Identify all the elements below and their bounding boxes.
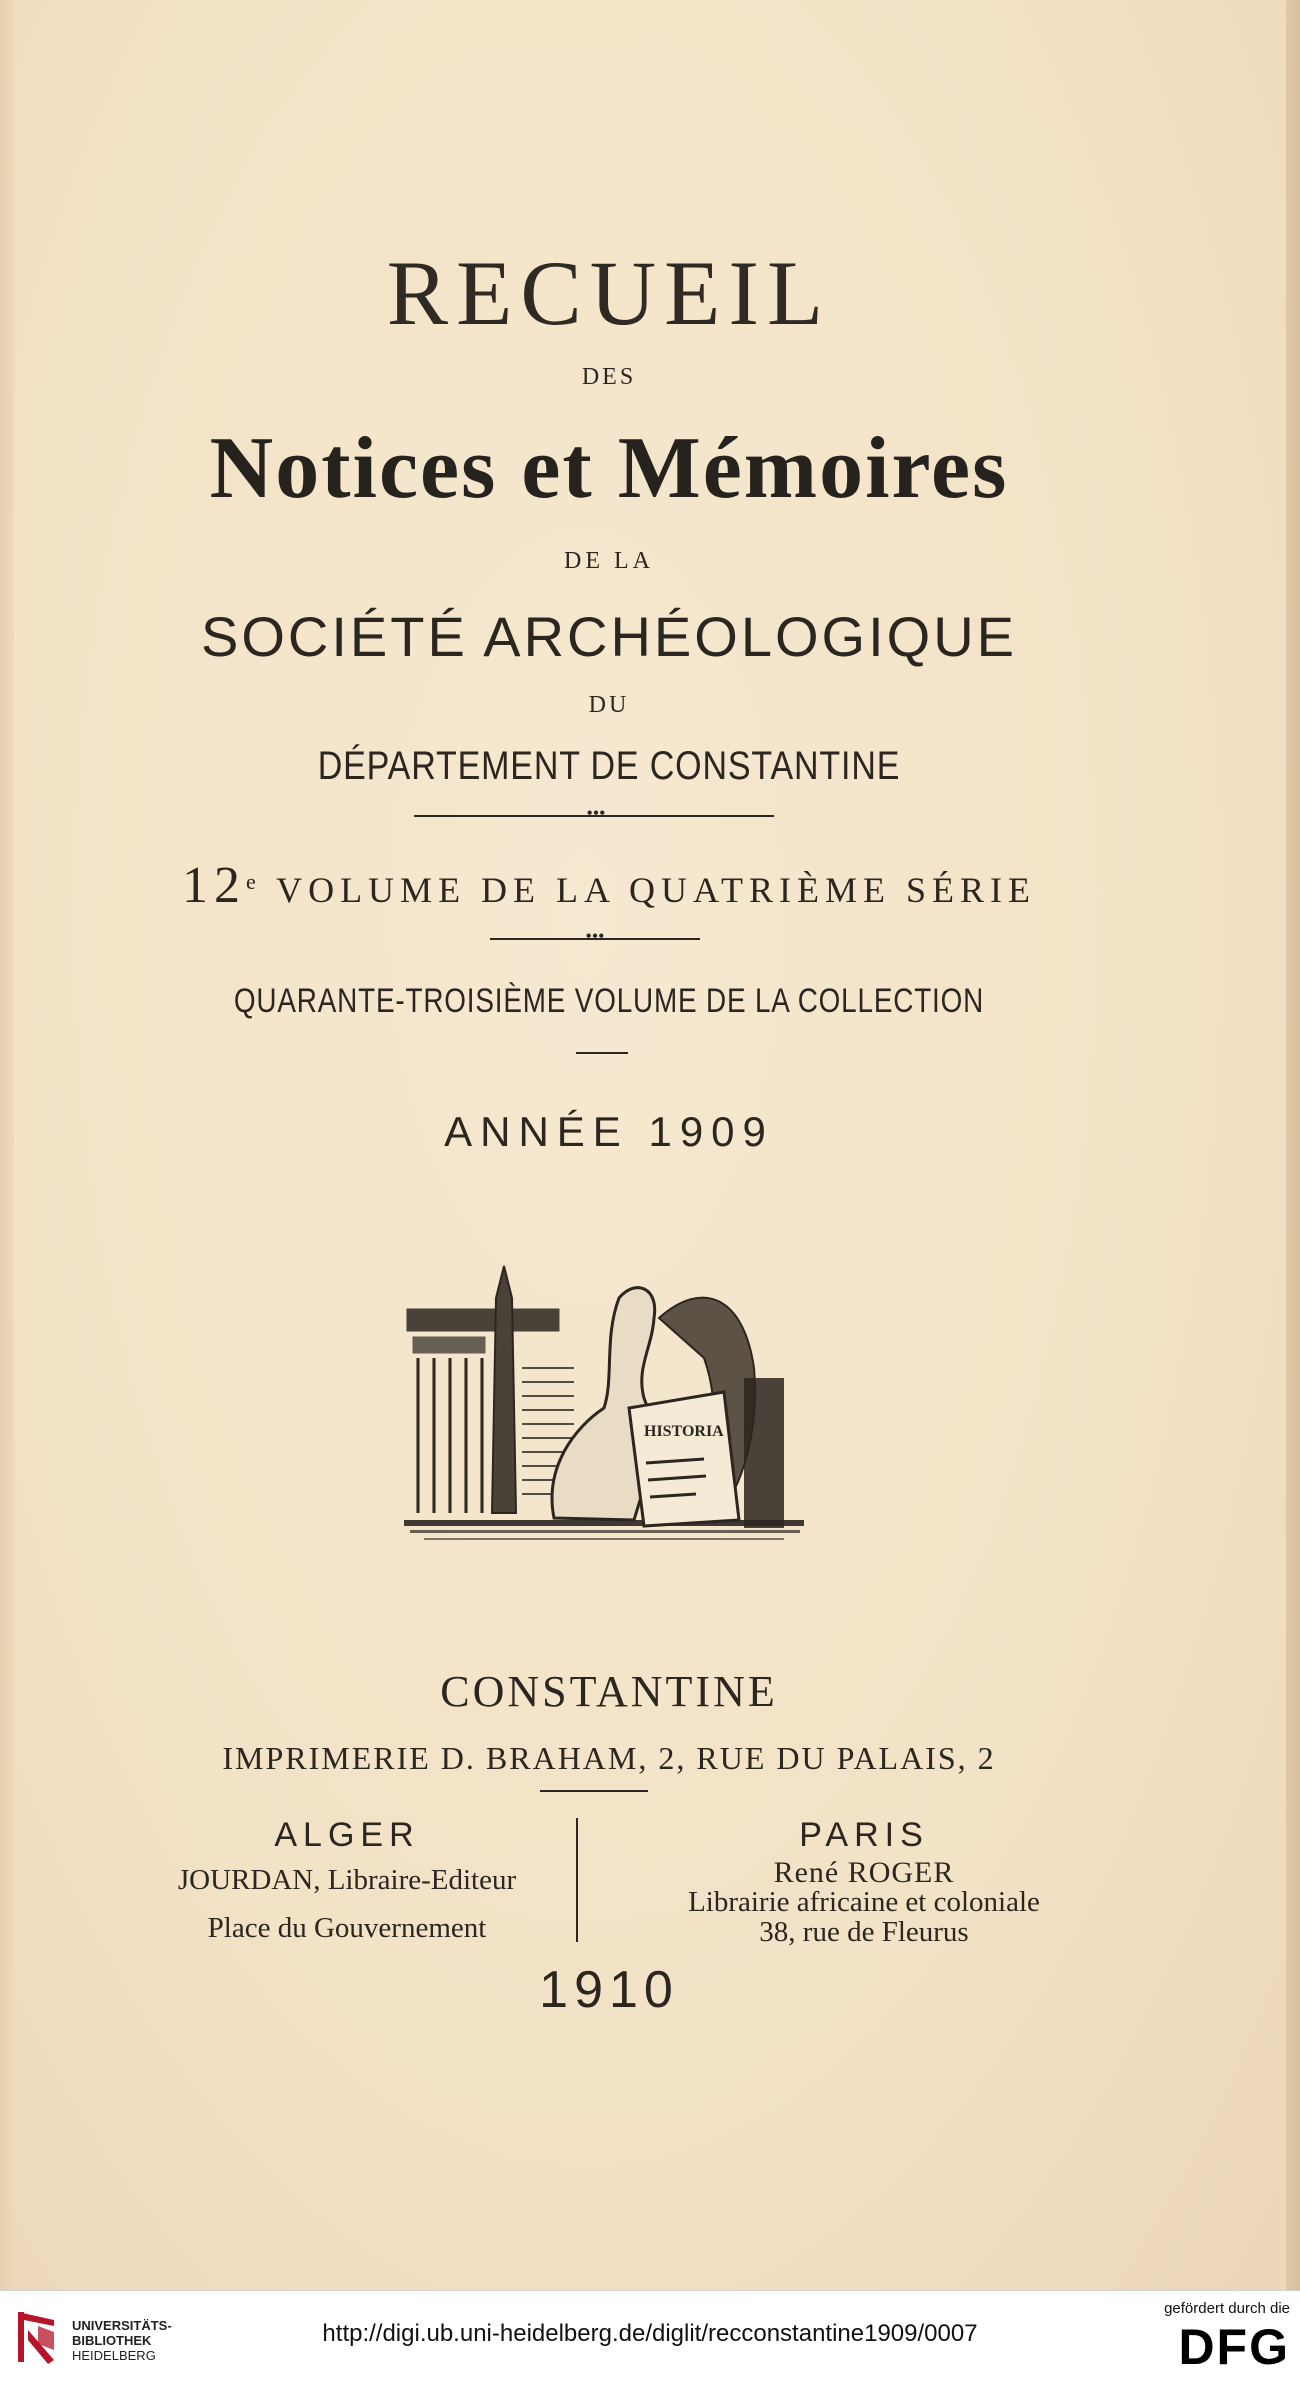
- volume-number: 12: [181, 857, 246, 914]
- divider-rule: [540, 1790, 648, 1792]
- university-library-logo-icon[interactable]: [14, 2306, 62, 2368]
- paris-publisher: René ROGER: [773, 1856, 955, 1889]
- collection-line: QUARANTE-TROISIÈME VOLUME DE LA COLLECTION: [233, 982, 985, 1020]
- paris-city: PARIS: [799, 1816, 929, 1854]
- historia-vignette: [404, 1258, 824, 1558]
- publication-year: 1910: [539, 1961, 679, 2019]
- imprimerie-line: IMPRIMERIE D. BRAHAM, 2, RUE DU PALAIS, 2: [222, 1740, 996, 1776]
- title-societe: SOCIÉTÉ ARCHÉOLOGIQUE: [200, 605, 1018, 668]
- alger-publisher: JOURDAN, Libraire-Editeur: [177, 1864, 517, 1896]
- city-constantine: CONSTANTINE: [440, 1667, 778, 1716]
- dfg-logo[interactable]: DFG: [1178, 2319, 1290, 2375]
- title-departement: DÉPARTEMENT DE CONSTANTINE: [317, 744, 901, 788]
- sponsor-text: gefördert durch die: [1164, 2300, 1290, 2317]
- ornament-dots: •••: [586, 803, 606, 823]
- vignette-shadow: [744, 1378, 784, 1528]
- title-recueil: RECUEIL: [386, 242, 832, 344]
- title-des: DES: [581, 364, 637, 390]
- alger-city: ALGER: [274, 1816, 420, 1854]
- column-divider: [576, 1818, 578, 1942]
- permalink-url[interactable]: http://digi.ub.uni-heidelberg.de/diglit/recconstantine1909/0007: [322, 2320, 978, 2347]
- title-notices-memoires: Notices et Mémoires: [209, 420, 1009, 517]
- volume-superscript: e: [245, 869, 262, 894]
- vignette-temple: [408, 1310, 558, 1513]
- library-name-line3: HEIDELBERG: [72, 2348, 156, 2363]
- tablet-inscription: HISTORIA: [644, 1423, 724, 1440]
- title-de-la: DE LA: [564, 548, 654, 574]
- library-name-line1: UNIVERSITÄTS-: [72, 2318, 172, 2333]
- volume-line: [14, 856, 1204, 915]
- short-rule: [576, 1052, 628, 1054]
- vignette-tablet: [629, 1392, 739, 1526]
- title-du: DU: [588, 692, 630, 718]
- library-name-line2: BIBLIOTHEK: [72, 2333, 152, 2348]
- title-page: [14, 0, 1286, 2290]
- volume-text: VOLUME DE LA QUATRIÈME SÉRIE: [261, 870, 1037, 910]
- vignette-obelisk: [492, 1266, 516, 1513]
- annee-line: ANNÉE 1909: [444, 1108, 774, 1155]
- paris-address: 38, rue de Fleurus: [759, 1916, 969, 1948]
- paris-shop: Librairie africaine et coloniale: [688, 1886, 1040, 1918]
- alger-address: Place du Gouvernement: [207, 1912, 487, 1944]
- ornament-dots-2: •••: [585, 926, 605, 946]
